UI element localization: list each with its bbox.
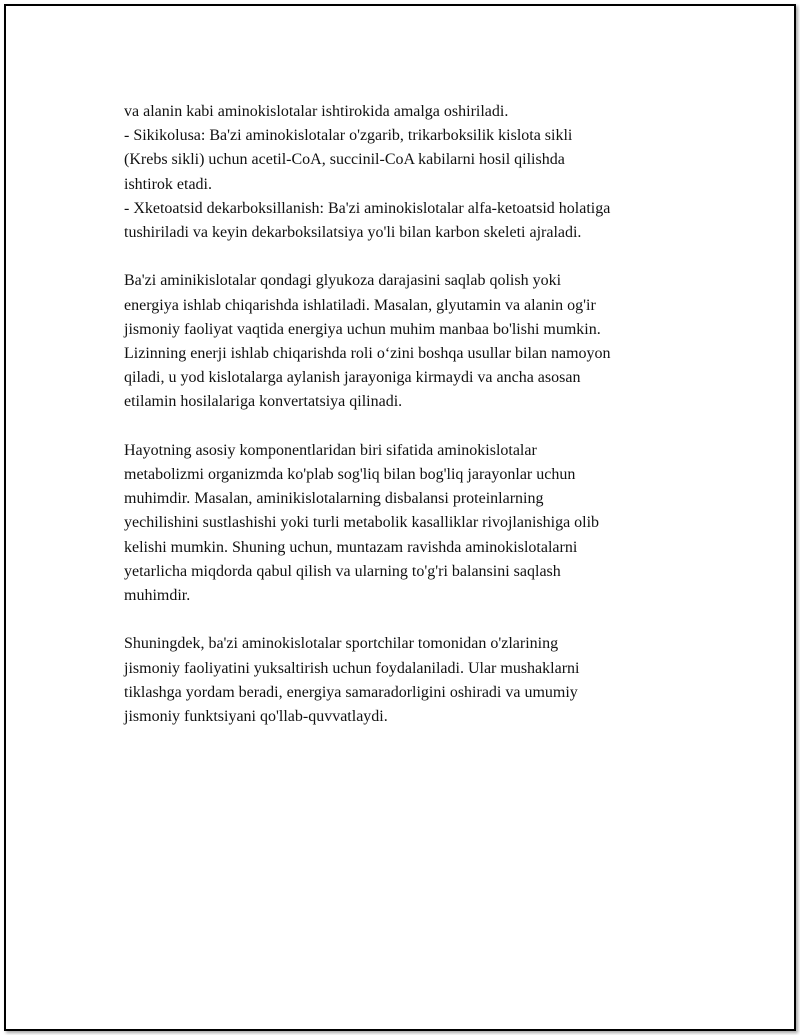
text-line: tushiriladi va keyin dekarboksilatsiya yo'li bilan karbon skeleti ajraladi. bbox=[124, 224, 582, 242]
text-line: Hayotning asosiy komponentlaridan biri sifatida aminokislotalar bbox=[124, 441, 537, 459]
text-line: muhimdir. bbox=[124, 587, 191, 605]
text-line: qiladi, u yod kislotalarga aylanish jarayoniga kirmaydi va ancha asosan bbox=[124, 369, 581, 387]
text-line: jismoniy faoliyatini yuksaltirish uchun foydalaniladi. Ular mushaklarni bbox=[124, 659, 580, 677]
text-line: etilamin hosilalariga konvertatsiya qilinadi. bbox=[124, 393, 403, 411]
text-line: ishtirok etadi. bbox=[124, 175, 212, 193]
document-page bbox=[4, 4, 796, 1031]
text-line: tiklashga yordam beradi, energiya samaradorligini oshiradi va umumiy bbox=[124, 683, 578, 701]
text-line: - Xketoatsid dekarboksillanish: Ba'zi aminokislotalar alfa-ketoatsid holatiga bbox=[124, 199, 611, 217]
text-line: metabolizmi organizmda ko'plab sog'liq bilan bog'liq jarayonlar uchun bbox=[124, 466, 576, 484]
text-line: va alanin kabi aminokislotalar ishtirokida amalga oshiriladi. bbox=[124, 103, 509, 120]
paragraph-health-importance bbox=[124, 439, 694, 608]
text-line: - Sikikolusa: Ba'zi aminokislotalar o'zgarib, trikarboksilik kislota sikli bbox=[124, 127, 573, 145]
paragraph-metabolism-pathways bbox=[124, 100, 694, 245]
text-line: jismoniy faoliyat vaqtida energiya uchun muhim manbaa bo'lishi mumkin. bbox=[124, 320, 601, 338]
text-line: (Krebs sikli) uchun acetil-CoA, succinil-CoA kabilarni hosil qilishda bbox=[124, 151, 565, 169]
text-line: Ba'zi aminikislotalar qondagi glyukoza darajasini saqlab qolish yoki bbox=[124, 272, 562, 290]
paragraph-energy-production bbox=[124, 269, 694, 414]
text-line: muhimdir. Masalan, aminikislotalarning disbalansi proteinlarning bbox=[124, 490, 544, 508]
paragraph-sports-use bbox=[124, 632, 694, 729]
text-line: yetarlicha miqdorda qabul qilish va ularning to'g'ri balansini saqlash bbox=[124, 562, 561, 580]
text-line: Shuningdek, ba'zi aminokislotalar sportchilar tomonidan o'zlarining bbox=[124, 635, 559, 653]
text-line: energiya ishlab chiqarishda ishlatiladi. Masalan, glyutamin va alanin og'ir bbox=[124, 296, 596, 314]
text-line: yechilishini sustlashishi yoki turli metabolik kasalliklar rivojlanishiga olib bbox=[124, 514, 600, 532]
text-line: kelishi mumkin. Shuning uchun, muntazam ravishda aminokislotalarni bbox=[124, 538, 578, 556]
paragraph-spacer bbox=[124, 415, 694, 439]
paragraph-spacer bbox=[124, 245, 694, 269]
text-line: Lizinning enerji ishlab chiqarishda roli o‘zini boshqa usullar bilan namoyon bbox=[124, 345, 611, 363]
paragraph-spacer bbox=[124, 608, 694, 632]
text-line: jismoniy funktsiyani qo'llab-quvvatlaydi. bbox=[124, 708, 388, 726]
document-body bbox=[124, 100, 694, 729]
